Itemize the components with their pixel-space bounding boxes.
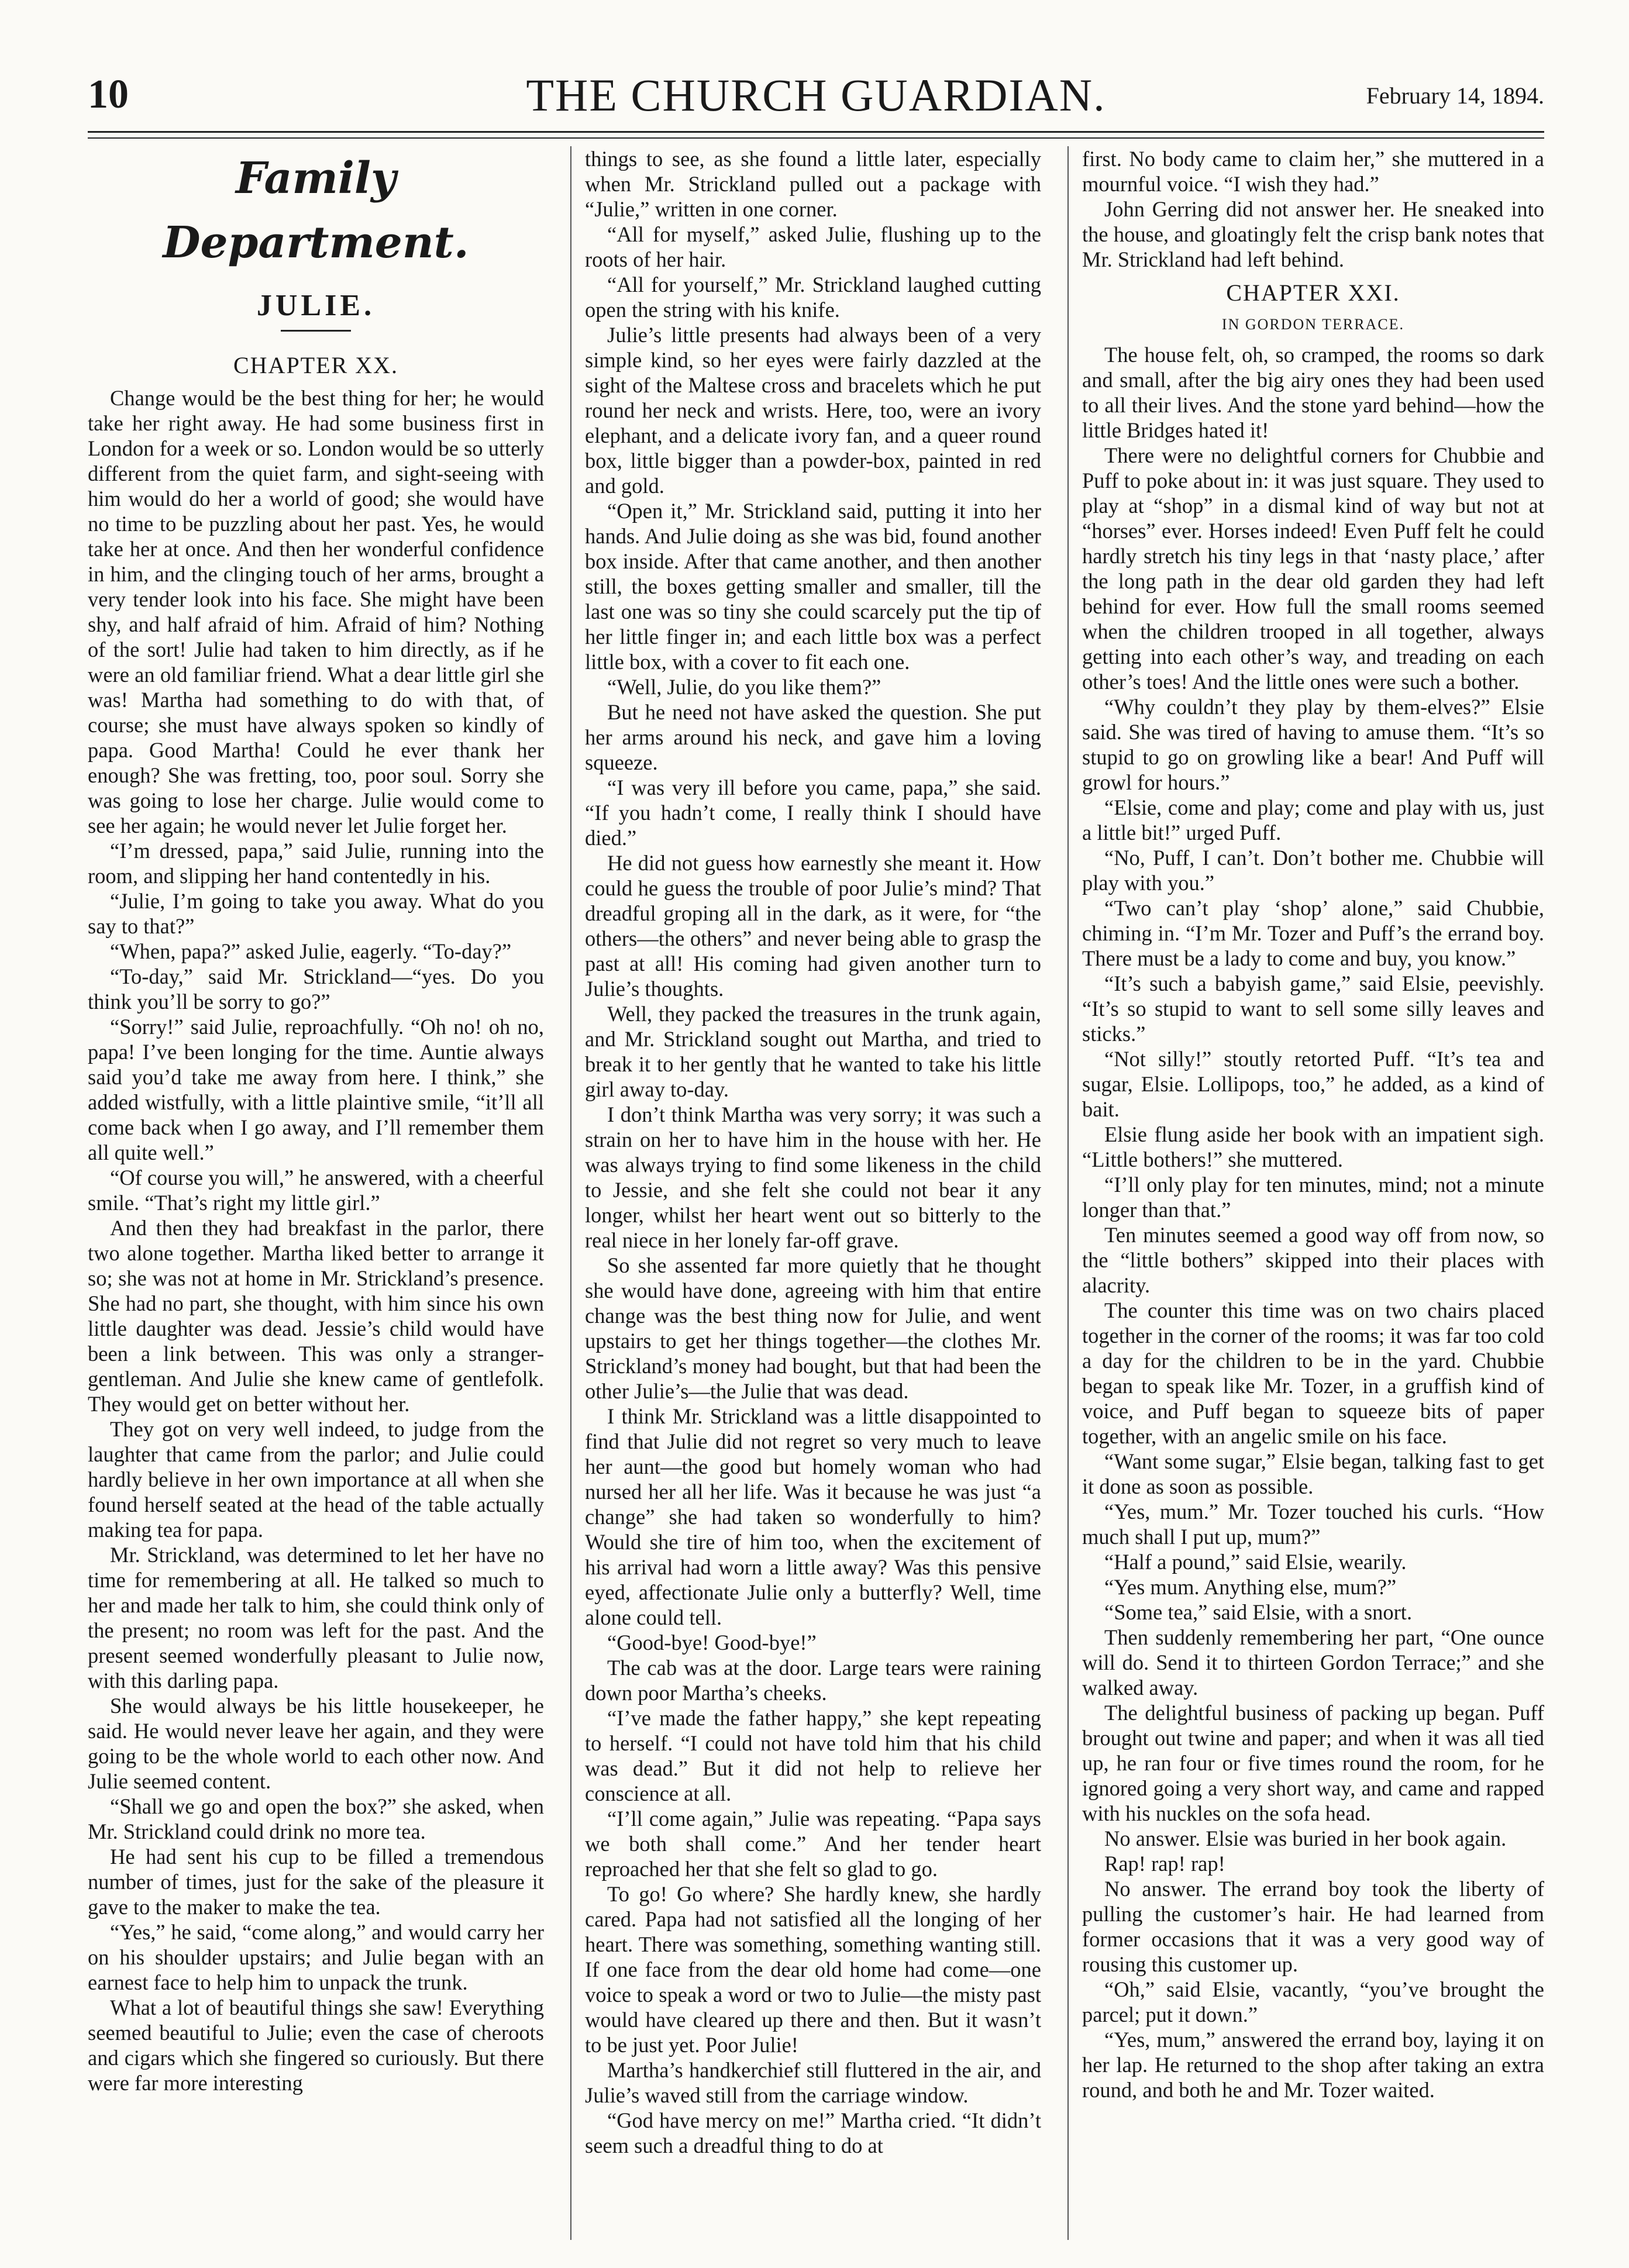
paragraph: “I’ll only play for ten minutes, mind; not a minute longer than that.” bbox=[1082, 1173, 1544, 1222]
column-1 bbox=[88, 146, 544, 2095]
paragraph: The cab was at the door. Large tears were raining down poor Martha’s cheeks. bbox=[585, 1656, 1041, 1705]
paragraph: Change would be the best thing for her; he would take her right away. He had some business first in London for a week or so. London would be so utterly different from the quiet farm, and sight-seeing with him would do her a world of good; she would have no time to be puzzling about her past. Yes, he would take her at once. And then her wonderful confidence in him, and the clinging touch of her arms, brought a very tender look into his face. She might have been shy, and half afraid of him. Afraid of him? Nothing of the sort! Julie had taken to him directly, as if he were an old familiar friend. What a dear little girl she was! Martha had something to do with that, of course; she must have always spoken so kindly of papa. Good Martha! Could he ever thank her enough? She was fretting, too, poor soul. Sorry she was going to lose her charge. Julie would come to see her again; he would never let Julie forget her. bbox=[88, 386, 544, 837]
paragraph: “Not silly!” stoutly retorted Puff. “It’s tea and sugar, Elsie. Lollipops, too,” he added, as a kind of bait. bbox=[1082, 1047, 1544, 1121]
paragraph: No answer. The errand boy took the liberty of pulling the customer’s hair. He had learned from former occasions that it was a very good way of rousing this customer up. bbox=[1082, 1877, 1544, 1976]
paragraph: “Oh,” said Elsie, vacantly, “you’ve brought the parcel; put it down.” bbox=[1082, 1977, 1544, 2026]
newspaper-title: THE CHURCH GUARDIAN. bbox=[526, 70, 1106, 120]
paragraph: They got on very well indeed, to judge from the laughter that came from the parlor; and Julie could hardly believe in her own importance at all when she found herself seated at the head of the table actually making tea for papa. bbox=[88, 1417, 544, 1542]
chapter-subheading: IN GORDON TERRACE. bbox=[1221, 316, 1405, 333]
paragraph: No answer. Elsie was buried in her book again. bbox=[1104, 1826, 1507, 1850]
paragraph: “Yes mum. Anything else, mum?” bbox=[1104, 1575, 1397, 1599]
paragraph: The counter this time was on two chairs placed together in the corner of the rooms; it was far too cold a day for the children to be in the yard. Chubbie began to speak like Mr. Tozer, in a gruffish kind of voice, and Puff began to squeeze bits of paper together, with an angelic smile on his face. bbox=[1082, 1298, 1544, 1448]
paragraph: But he need not have asked the question. She put her arms around his neck, and gave him a loving squeeze. bbox=[585, 700, 1041, 774]
paragraph: “Julie, I’m going to take you away. What do you say to that?” bbox=[88, 889, 544, 938]
paragraph: He had sent his cup to be filled a tremendous number of times, just for the sake of the pleasure it gave to the maker to make the tea. bbox=[88, 1845, 544, 1919]
paragraph: “Sorry!” said Julie, reproachfully. “Oh no! oh no, papa! I’ve been longing for the time. Auntie always said you’d take me away from here. I think,” she added wistfully, with a little plaintive smile, “it’ll all come back when I go away, and I’ll remember them all quite well.” bbox=[88, 1015, 544, 1164]
paragraph: “God have mercy on me!” Martha cried. “It didn’t seem such a dreadful thing to do at bbox=[585, 2108, 1041, 2157]
paragraph: Well, they packed the treasures in the trunk again, and Mr. Strickland sought out Martha, and tried to break it to her gently that he wanted to take his little girl away to-day. bbox=[585, 1002, 1041, 1101]
paragraph: first. No body came to claim her,” she muttered in a mournful voice. “I wish they had.” bbox=[1082, 147, 1544, 196]
paragraph: What a lot of beautiful things she saw! Everything seemed beautiful to Julie; even the case of cheroots and cigars which she fingered so curiously. But there were far more interesting bbox=[88, 1995, 544, 2095]
paragraph: The house felt, oh, so cramped, the rooms so dark and small, after the big airy ones they had been used to all their lives. And the stone yard behind—how the little Bridges hated it! bbox=[1082, 343, 1544, 442]
paragraph: “To-day,” said Mr. Strickland—“yes. Do you think you’ll be sorry to go?” bbox=[88, 964, 544, 1014]
column-divider bbox=[570, 146, 571, 2240]
paragraph: “I’ve made the father happy,” she kept repeating to herself. “I could not have told him that his child was dead.” But it did not help to relieve her conscience at all. bbox=[585, 1706, 1041, 1805]
paragraph: “Of course you will,” he answered, with a cheerful smile. “That’s right my little girl.” bbox=[88, 1166, 544, 1215]
paragraph: She would always be his little housekeeper, he said. He would never leave her again, and they were going to be the whole world to each other now. And Julie seemed content. bbox=[88, 1694, 544, 1793]
column-divider bbox=[1067, 146, 1069, 2240]
issue-date: February 14, 1894. bbox=[1366, 82, 1544, 109]
page-number: 10 bbox=[88, 72, 129, 117]
paragraph: To go! Go where? She hardly knew, she hardly cared. Papa had not satisfied all the longing of her heart. There was something, something wanting still. If one face from the dear old home had come—one voice to speak a word or two to Julie—the misty past would have cleared up there and then. But it wasn’t to be just yet. Poor Julie! bbox=[585, 1882, 1041, 2057]
paragraph: “No, Puff, I can’t. Don’t bother me. Chubbie will play with you.” bbox=[1082, 846, 1544, 895]
paragraph: “All for myself,” asked Julie, flushing up to the roots of her hair. bbox=[585, 222, 1041, 271]
masthead-rule bbox=[88, 131, 1544, 139]
paragraph: Elsie flung aside her book with an impatient sigh. “Little bothers!” she muttered. bbox=[1082, 1122, 1544, 1171]
paragraph: “Good-bye! Good-bye!” bbox=[607, 1631, 817, 1655]
column-2 bbox=[585, 146, 1041, 2158]
paragraph: “Why couldn’t they play by them-elves?” Elsie said. She was tired of having to amuse them. “It’s so stupid to go on growling like a bear! And Puff will growl for hours.” bbox=[1082, 695, 1544, 794]
paragraph: I think Mr. Strickland was a little disappointed to find that Julie did not regret so very much to leave her aunt—the good but homely woman who had nursed her all her life. Was it because he was just “a change” she had taken so wonderfully to him? Would she tire of him too, when the excitement of his arrival had worn a little away? Was this pensive eyed, affectionate Julie only a butterfly? Well, time alone could tell. bbox=[585, 1404, 1041, 1629]
masthead bbox=[88, 64, 1544, 129]
paragraph: Rap! rap! rap! bbox=[1104, 1852, 1225, 1876]
paragraph: There were no delightful corners for Chubbie and Puff to poke about in: it was just square. They used to play at “shop” in a dismal kind of way but not at “horses” ever. Horses indeed! Even Puff felt he could hardly stretch his tiny legs in that ‘nasty place,’ after the long path in the dear old garden they had left behind for ever. How full the small rooms seemed when the children trooped in all together, always getting into each other’s way, and treading on each other’s toes! And the little ones were such a bother. bbox=[1082, 443, 1544, 694]
paragraph: Mr. Strickland, was determined to let her have no time for remembering at all. He talked so much to her and made her talk to him, she could think only of the present; no room was left for the past. And the present seemed wonderfully pleasant to Julie now, with this darling papa. bbox=[88, 1543, 544, 1693]
paragraph: He did not guess how earnestly she meant it. How could he guess the trouble of poor Julie’s mind? That dreadful groping all in the dark, as it were, for “the others—the others” and never being able to grasp the past at all! His coming had given another turn to Julie’s thoughts. bbox=[585, 851, 1041, 1001]
paragraph: “Elsie, come and play; come and play with us, just a little bit!” urged Puff. bbox=[1082, 795, 1544, 845]
paragraph: Then suddenly remembering her part, “One ounce will do. Send it to thirteen Gordon Terrace;” and she walked away. bbox=[1082, 1625, 1544, 1700]
chapter-heading: CHAPTER XX. bbox=[233, 352, 399, 378]
department-heading: Family Department. bbox=[163, 153, 469, 268]
paragraph: “Well, Julie, do you like them?” bbox=[607, 675, 881, 699]
paragraph: “Half a pound,” said Elsie, wearily. bbox=[1104, 1550, 1407, 1574]
paragraph: Julie’s little presents had always been of a very simple kind, so her eyes were fairly dazzled at the sight of the Maltese cross and bracelets which he put round her neck and wrists. Here, too, were an ivory elephant, and a delicate ivory fan, and a queer round box, little bigger than a powder-box, painted in red and gold. bbox=[585, 323, 1041, 498]
chapter-21-text bbox=[1082, 342, 1544, 2102]
paragraph: I don’t think Martha was very sorry; it was such a strain on her to have him in the house with her. He was always trying to find some likeness in the child to Jessie, and she felt she could not bear it any longer, whilst her heart went out so bitterly to the real niece in her lonely far-off grave. bbox=[585, 1102, 1041, 1252]
paragraph: “I was very ill before you came, papa,” she said. “If you hadn’t come, I really think I should have died.” bbox=[585, 775, 1041, 850]
paragraph: So she assented far more quietly that he thought she would have done, agreeing with him that entire change was the best thing now for Julie, and went upstairs to get her things together—the clothes Mr. Strickland’s money had bought, but that had been the other Julie’s—the Julie that was dead. bbox=[585, 1253, 1041, 1403]
chapter-heading: CHAPTER XXI. bbox=[1226, 280, 1400, 306]
paragraph: “Yes, mum.” Mr. Tozer touched his curls. “How much shall I put up, mum?” bbox=[1082, 1500, 1544, 1549]
paragraph: things to see, as she found a little later, especially when Mr. Strickland pulled out a package with “Julie,” written in one corner. bbox=[585, 147, 1041, 221]
paragraph: “Shall we go and open the box?” she asked, when Mr. Strickland could drink no more tea. bbox=[88, 1794, 544, 1843]
paragraph: “Yes, mum,” answered the errand boy, laying it on her lap. He returned to the shop after taking an extra round, and both he and Mr. Tozer waited. bbox=[1082, 2028, 1544, 2102]
paragraph: “Two can’t play ‘shop’ alone,” said Chubbie, chiming in. “I’m Mr. Tozer and Puff’s the errand boy. There must be a lady to come and buy, you know.” bbox=[1082, 896, 1544, 970]
paragraph: “Want some sugar,” Elsie began, talking fast to get it done as soon as possible. bbox=[1082, 1449, 1544, 1498]
paragraph: “I’ll come again,” Julie was repeating. “Papa says we both shall come.” And her tender heart reproached her that she felt so glad to go. bbox=[585, 1807, 1041, 1881]
paragraph: The delightful business of packing up began. Puff brought out twine and paper; and when it was all tied up, he ran four or five times round the room, for he ignored going a very short way, and came and rapped with his nuckles on the sofa head. bbox=[1082, 1701, 1544, 1825]
paragraph: “I’m dressed, papa,” said Julie, running into the room, and slipping her hand contentedly in his. bbox=[88, 839, 544, 888]
chapter-20-text bbox=[88, 385, 544, 2095]
column-3 bbox=[1082, 146, 1544, 2102]
paragraph: And then they had breakfast in the parlor, there two alone together. Martha liked better to arrange it so; she was not at home in Mr. Strickland’s presence. She had no part, she thought, with him since his own little daughter was dead. Jessie’s child would have been a link between. This was only a stranger-gentleman. And Julie she knew came of gentlefolk. They would get on better without her. bbox=[88, 1216, 544, 1416]
paragraph: Ten minutes seemed a good way off from now, so the “little bothers” skipped into their places with alacrity. bbox=[1082, 1223, 1544, 1297]
paragraph: “Some tea,” said Elsie, with a snort. bbox=[1104, 1600, 1413, 1624]
paragraph: “When, papa?” asked Julie, eagerly. “To-day?” bbox=[110, 939, 512, 963]
title-rule bbox=[281, 330, 351, 332]
paragraph: “It’s such a babyish game,” said Elsie, peevishly. “It’s so stupid to want to sell some silly leaves and sticks.” bbox=[1082, 971, 1544, 1046]
paragraph: “All for yourself,” Mr. Strickland laughed cutting open the string with his knife. bbox=[585, 273, 1041, 322]
paragraph: “Open it,” Mr. Strickland said, putting it into her hands. And Julie doing as she was bid, found another box inside. After that came another, and then another still, the boxes getting smaller and smaller, till the last one was so tiny she could scarcely put the tip of her little finger in; and each little box was a perfect little box, with a cover to fit each one. bbox=[585, 499, 1041, 674]
paragraph: “Yes,” he said, “come along,” and would carry her on his shoulder upstairs; and Julie began with an earnest face to help him to unpack the trunk. bbox=[88, 1920, 544, 1994]
paragraph: John Gerring did not answer her. He sneaked into the house, and gloatingly felt the crisp bank notes that Mr. Strickland had left behind. bbox=[1082, 197, 1544, 271]
story-title: JULIE. bbox=[256, 289, 376, 322]
paragraph: Martha’s handkerchief still fluttered in the air, and Julie’s waved still from the carriage window. bbox=[585, 2058, 1041, 2107]
